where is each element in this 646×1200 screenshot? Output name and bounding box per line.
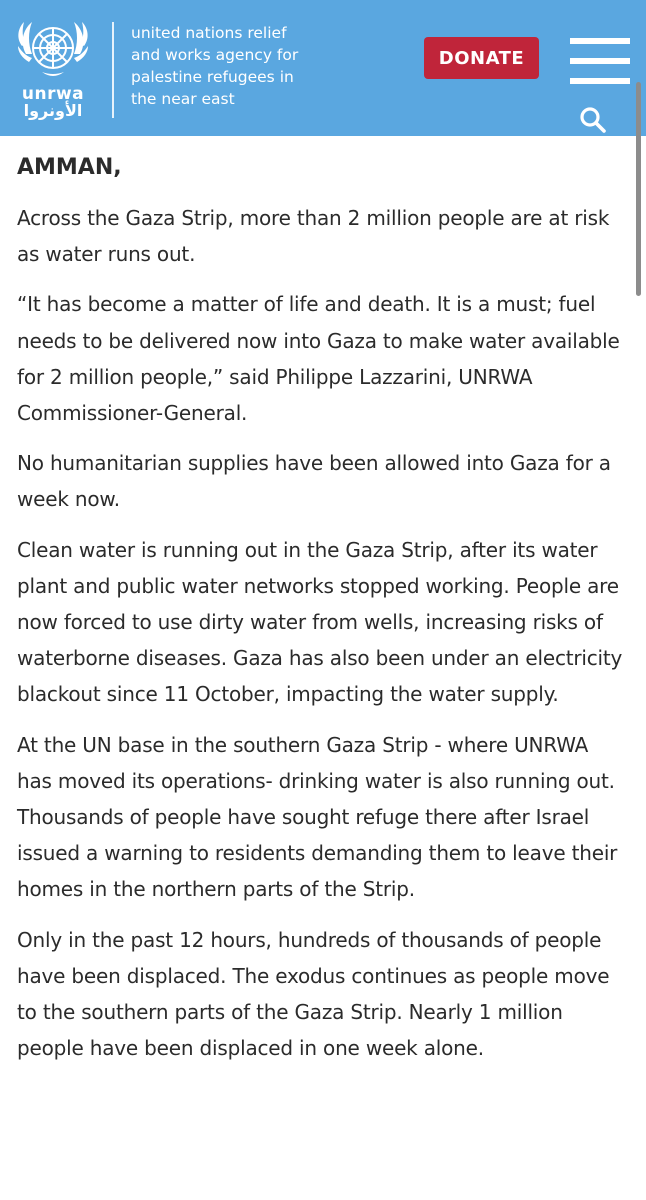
article-body xyxy=(17,150,629,1080)
logo-text-arabic: الأونروا xyxy=(23,101,83,120)
article-paragraph: “It has become a matter of life and death. It is a must; fuel needs to be delivered now into Gaza to make water available for 2 million people,” said Philippe Lazzarini, UNRWA Commissioner-General. xyxy=(17,292,620,426)
page-scrollbar[interactable] xyxy=(636,82,641,296)
agency-name-line: palestine refugees in xyxy=(131,68,294,86)
article-paragraph: Only in the past 12 hours, hundreds of thousands of people have been displaced. The exodus continues as people move to the southern parts of the Gaza Strip. Nearly 1 million people have been displaced in one week alone. xyxy=(17,927,610,1061)
menu-bar xyxy=(570,38,630,44)
search-icon-glyph xyxy=(578,105,608,135)
hamburger-menu-icon[interactable] xyxy=(570,38,630,84)
donate-button[interactable]: DONATE xyxy=(424,37,539,79)
article-paragraph: Across the Gaza Strip, more than 2 million people are at risk as water runs out. xyxy=(17,206,610,267)
article-paragraph: Clean water is running out in the Gaza Strip, after its water plant and public water networks stopped working. People are now forced to use dirty water from wells, increasing risks of waterborne diseases. Gaza has also been under an electricity blackout since 11 October, impacting the water supply. xyxy=(17,537,623,707)
search-icon[interactable] xyxy=(578,105,608,135)
agency-name-line: and works agency for xyxy=(131,46,299,64)
agency-name-line: united nations relief xyxy=(131,24,287,42)
logo-text-english: unrwa xyxy=(21,84,85,104)
site-header xyxy=(0,0,646,136)
article-paragraph: No humanitarian supplies have been allowed into Gaza for a week now. xyxy=(17,451,611,512)
menu-bar xyxy=(570,78,630,84)
agency-name-line: the near east xyxy=(131,90,235,108)
menu-bar xyxy=(570,58,630,64)
un-emblem-icon xyxy=(12,14,94,86)
header-divider xyxy=(112,22,114,118)
article-dateline: AMMAN, xyxy=(17,155,122,180)
article-paragraph: At the UN base in the southern Gaza Strip - where UNRWA has moved its operations- drinking water is also running out. Thousands of people have sought refuge there after Israel issued a warning to residents demanding them to leave their homes in the northern parts of the Strip. xyxy=(17,732,618,902)
agency-name xyxy=(131,22,331,110)
